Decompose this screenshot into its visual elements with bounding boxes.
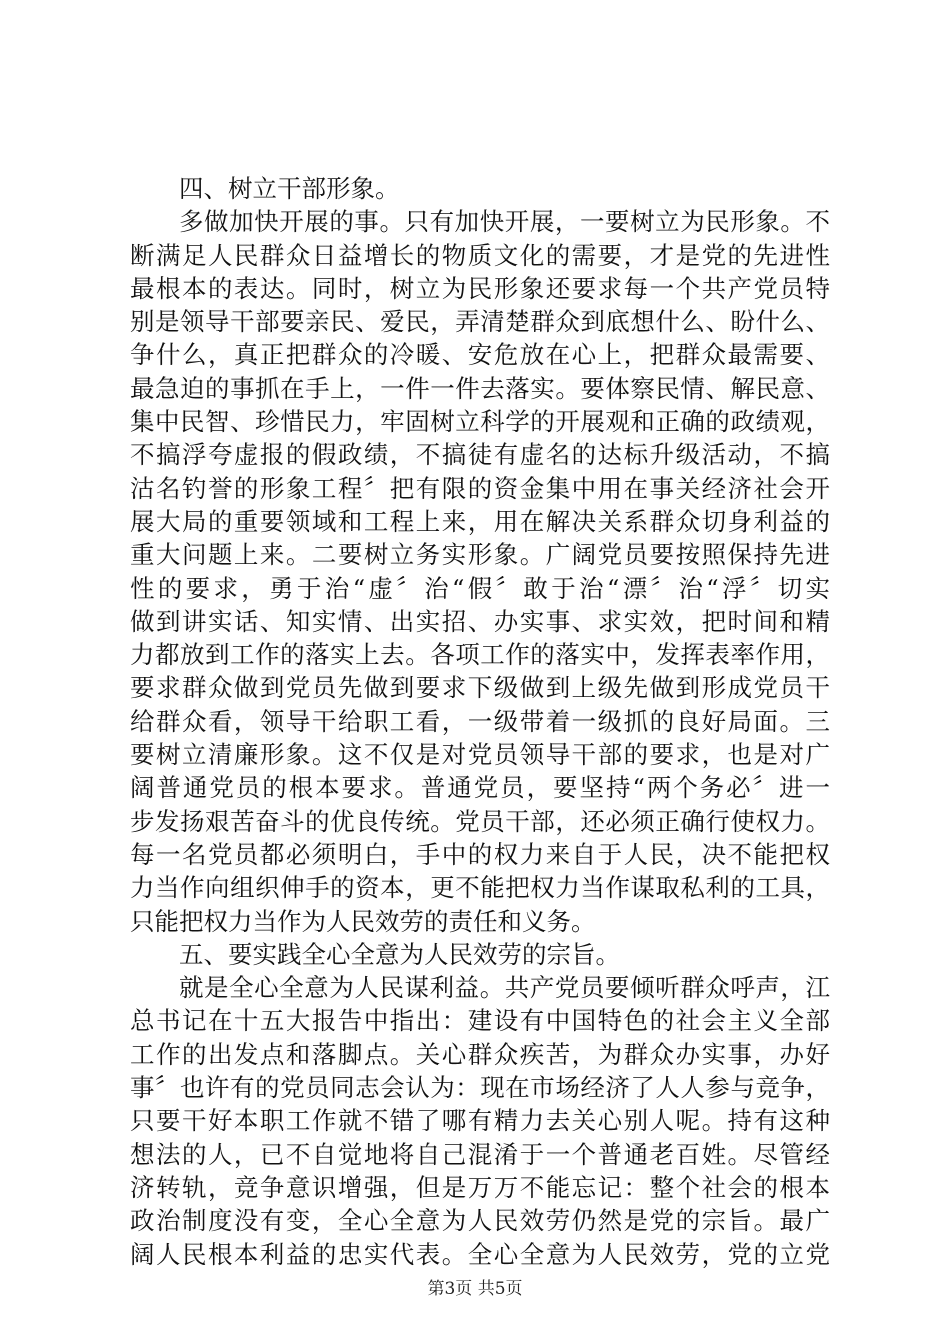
text-line: 济转轨，竞争意识增强，但是万万不能忘记：整个社会的根本 (130, 1172, 830, 1202)
text-line: 别是领导干部要亲民、爱民，弄清楚群众到底想什么、盼什么、 (130, 307, 830, 337)
text-line: 总书记在十五大报告中指出：建设有中国特色的社会主义全部 (130, 1006, 830, 1036)
text-line: 沽名钓誉的形象工程〞把有限的资金集中用在事关经济社会开 (130, 473, 830, 503)
text-line: 集中民智、珍惜民力，牢固树立科学的开展观和正确的政绩观， (130, 407, 830, 437)
text-line: 四、树立干部形象。 (179, 174, 400, 203)
text-line: 力都放到工作的落实上去。各项工作的落实中，发挥表率作用， (130, 640, 830, 670)
text-line: 最急迫的事抓在手上，一件一件去落实。要体察民情、解民意、 (130, 373, 830, 403)
text-line: 政治制度没有变，全心全意为人民效劳仍然是党的宗旨。最广 (130, 1206, 830, 1236)
text-line: 性的要求，勇于治“虚〞治“假〞敢于治“漂〞治“浮〞切实 (130, 573, 830, 603)
text-line: 工作的出发点和落脚点。关心群众疾苦，为群众办实事，办好 (130, 1039, 830, 1069)
text-line: 事〞也许有的党员同志会认为：现在市场经济了人人参与竞争， (130, 1073, 830, 1103)
text-line: 不搞浮夸虚报的假政绩，不搞徒有虚名的达标升级活动，不搞 (130, 440, 830, 470)
text-line: 断满足人民群众日益增长的物质文化的需要，才是党的先进性 (130, 240, 830, 270)
text-line: 阔人民根本利益的忠实代表。全心全意为人民效劳，党的立党 (130, 1239, 830, 1269)
text-line: 五、要实践全心全意为人民效劳的宗旨。 (179, 939, 620, 969)
text-line: 只要干好本职工作就不错了哪有精力去关心别人呢。持有这种 (130, 1106, 830, 1136)
page-footer: 第3页 共5页 (427, 1279, 523, 1299)
document-body (130, 172, 830, 1271)
text-line: 只能把权力当作为人民效劳的责任和义务。 (130, 906, 596, 936)
text-line: 重大问题上来。二要树立务实形象。广阔党员要按照保持先进 (130, 540, 830, 570)
text-line: 阔普通党员的根本要求。普通党员，要坚持“两个务必〞进一 (130, 773, 830, 803)
text-line: 步发扬艰苦奋斗的优良传统。党员干部，还必须正确行使权力。 (130, 806, 830, 836)
text-line: 展大局的重要领域和工程上来，用在解决关系群众切身利益的 (130, 506, 830, 536)
text-line: 要树立清廉形象。这不仅是对党员领导干部的要求，也是对广 (130, 740, 830, 770)
text-line: 要求群众做到党员先做到要求下级做到上级先做到形成党员干 (130, 673, 830, 703)
text-line: 争什么，真正把群众的冷暖、安危放在心上，把群众最需要、 (130, 340, 830, 370)
text-line: 多做加快开展的事。只有加快开展，一要树立为民形象。不 (179, 207, 830, 237)
text-line: 想法的人，已不自觉地将自己混淆于一个普通老百姓。尽管经 (130, 1139, 830, 1169)
text-line: 最根本的表达。同时，树立为民形象还要求每一个共产党员特 (130, 273, 830, 303)
text-line: 每一名党员都必须明白，手中的权力来自于人民，决不能把权 (130, 839, 830, 869)
text-line: 给群众看，领导干给职工看，一级带着一级抓的良好局面。三 (130, 706, 830, 736)
text-line: 力当作向组织伸手的资本，更不能把权力当作谋取私利的工具， (130, 873, 830, 903)
text-line: 做到讲实话、知实情、出实招、办实事、求实效，把时间和精 (130, 606, 830, 636)
text-line: 就是全心全意为人民谋利益。共产党员要倾听群众呼声，江 (179, 973, 830, 1003)
